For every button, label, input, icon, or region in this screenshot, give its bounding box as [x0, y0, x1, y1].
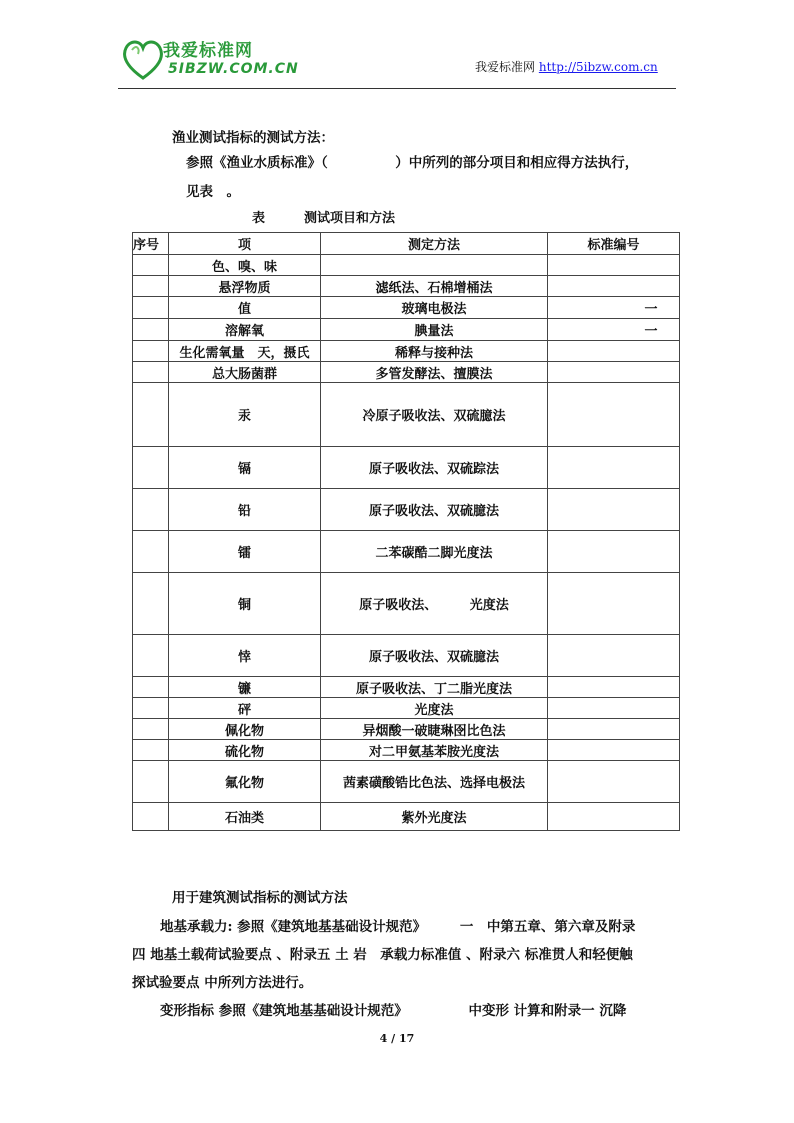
header-site-link[interactable]: http://5ibzw.com.cn [538, 60, 658, 74]
table-row [133, 761, 680, 803]
method-cell: 茜素磺酸锆比色法、选择电极法 [321, 761, 548, 803]
std-cell [548, 677, 680, 698]
item-cell: 溶解氧 [169, 319, 321, 341]
section2-paragraph-line2: 四 地基土载荷试验要点 、附录五 土 岩 承载力标准值 、附录六 标准贯人和轻便触 [132, 947, 633, 963]
table-row [133, 276, 680, 297]
method-cell: 腆量法 [321, 319, 548, 341]
header-divider [118, 88, 676, 89]
section2-paragraph-line4: 变形指标 参照《建筑地基基础设计规范》 中变形 计算和附录一 沉降 [160, 1003, 627, 1019]
table-row [133, 255, 680, 276]
table-row [133, 319, 680, 341]
item-cell: 汞 [169, 383, 321, 447]
table-row [133, 383, 680, 447]
method-cell: 原子吸收法、 光度法 [321, 573, 548, 635]
table-title: 表 测试项目和方法 [252, 211, 396, 226]
std-cell: 一 [644, 324, 658, 339]
item-cell: 值 [169, 297, 321, 319]
item-cell: 镭 [169, 531, 321, 573]
std-cell [548, 531, 680, 573]
table-row [133, 677, 680, 698]
method-cell: 原子吸收法、双硫臆法 [321, 489, 548, 531]
header-cell-item: 项 [169, 233, 321, 255]
page-number: 4 / 17 [379, 1032, 415, 1045]
method-cell: 稀释与接种法 [321, 341, 548, 362]
std-cell [548, 803, 680, 831]
method-cell: 异烟酸一破睫琳囹比色法 [321, 719, 548, 740]
item-cell: 悻 [169, 635, 321, 677]
section2-title: 用于建筑测试指标的测试方法 [172, 890, 348, 906]
item-cell: 砰 [169, 698, 321, 719]
item-cell: 色、嗅、味 [169, 255, 321, 276]
section2-paragraph-line1: 地基承载力: 参照《建筑地基基础设计规范》 一 中第五章、第六章及附录 [160, 919, 636, 935]
std-cell [548, 489, 680, 531]
table-row [133, 719, 680, 740]
table-row [133, 297, 680, 319]
table-header-row [133, 233, 680, 255]
std-cell [548, 719, 680, 740]
table-row [133, 362, 680, 383]
method-cell: 原子吸收法、双硫踪法 [321, 447, 548, 489]
section1-paragraph-line1: 参照《渔业水质标准》（ ）中所列的部分项目和相应得方法执行， [186, 155, 639, 171]
std-cell [548, 761, 680, 803]
item-cell: 总大肠菌群 [169, 362, 321, 383]
item-cell: 悬浮物质 [169, 276, 321, 297]
std-cell [548, 383, 680, 447]
method-cell: 对二甲氨基苯胺光度法 [321, 740, 548, 761]
item-cell: 铅 [169, 489, 321, 531]
method-cell: 滤纸法、石棉增桶法 [321, 276, 548, 297]
table-row [133, 698, 680, 719]
item-cell: 佩化物 [169, 719, 321, 740]
method-cell: 玻璃电极法 [321, 297, 548, 319]
table-row [133, 803, 680, 831]
item-cell: 铜 [169, 573, 321, 635]
std-cell: 一 [644, 302, 658, 317]
item-cell: 镰 [169, 677, 321, 698]
item-cell: 镉 [169, 447, 321, 489]
method-cell: 紫外光度法 [321, 803, 548, 831]
method-cell: 原子吸收法、丁二脂光度法 [321, 677, 548, 698]
std-cell [548, 635, 680, 677]
method-cell: 多管发酵法、擅膜法 [321, 362, 548, 383]
heart-leaf-icon [118, 34, 168, 84]
logo-english-text: 5IBZW.COM.CN [168, 61, 299, 77]
item-cell: 生化需氧量 天，摄氏 [169, 341, 321, 362]
std-cell [548, 255, 680, 276]
std-cell [548, 573, 680, 635]
table-row [133, 531, 680, 573]
std-cell [548, 362, 680, 383]
header-site-label: 我爱标准网 [475, 60, 536, 74]
section1-paragraph-line2: 见表 。 [186, 184, 240, 200]
header-site-info [475, 58, 658, 75]
table-row [133, 447, 680, 489]
header-cell-method: 测定方法 [321, 233, 548, 255]
item-cell: 石油类 [169, 803, 321, 831]
logo-chinese-text: 我爱标准网 [163, 41, 253, 61]
std-cell [548, 447, 680, 489]
item-cell: 氟化物 [169, 761, 321, 803]
table-row [133, 635, 680, 677]
header-cell-index: 序号 [133, 233, 169, 255]
table-row [133, 341, 680, 362]
std-cell [548, 276, 680, 297]
method-cell: 二苯碳酷二脚光度法 [321, 531, 548, 573]
section1-title: 渔业测试指标的测试方法： [172, 130, 334, 146]
std-cell [548, 341, 680, 362]
method-cell: 冷原子吸收法、双硫臆法 [321, 383, 548, 447]
table-row [133, 740, 680, 761]
table-row [133, 489, 680, 531]
method-cell: 光度法 [321, 698, 548, 719]
method-cell: 原子吸收法、双硫臆法 [321, 635, 548, 677]
method-cell [321, 255, 548, 276]
header-cell-standard: 标准编号 [548, 233, 680, 255]
table-row [133, 573, 680, 635]
section2-paragraph-line3: 探试验要点 中所列方法进行。 [132, 975, 313, 991]
item-cell: 硫化物 [169, 740, 321, 761]
std-cell [548, 740, 680, 761]
std-cell [548, 698, 680, 719]
test-methods-table [132, 232, 680, 831]
